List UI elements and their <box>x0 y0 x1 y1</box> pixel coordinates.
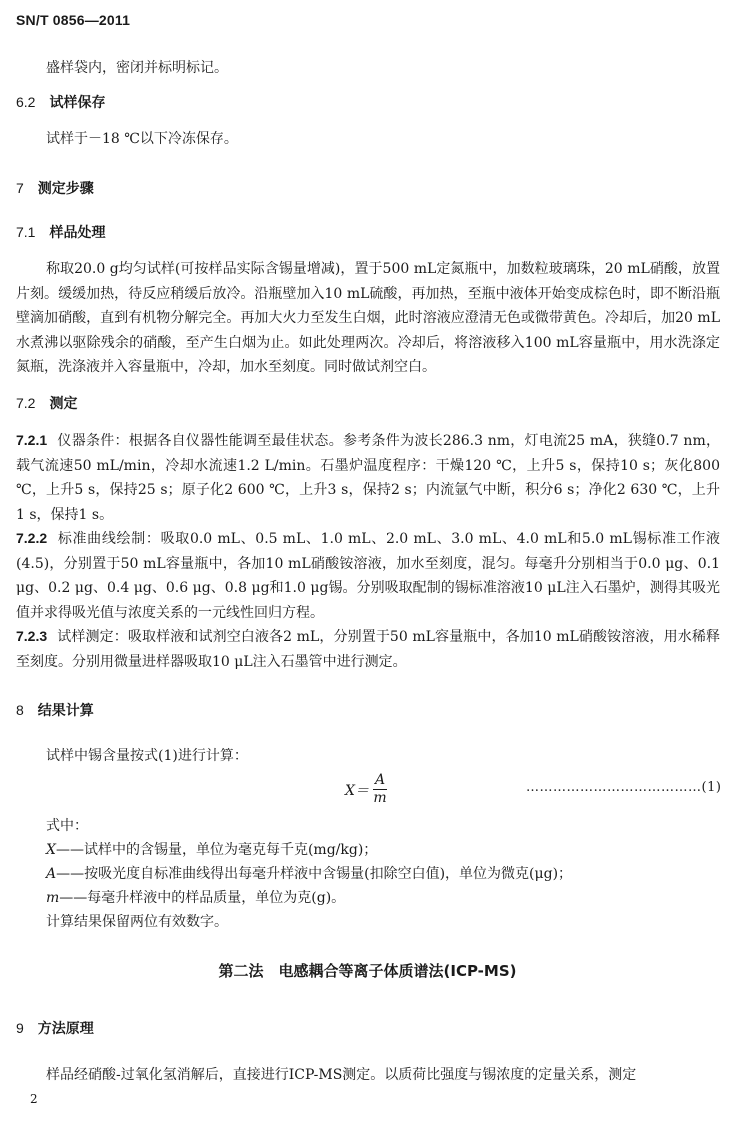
definition-m <box>46 886 345 911</box>
section-7-1-text: 称取20.0 g均匀试样(可按样品实际含锡量增减)，置于500 mL定氮瓶中，加数粒玻璃珠，20 mL硝酸，放置片刻。缓缓加热，待反应稍缓后放冷。沿瓶壁加入10 mL硫酸，再加热，至瓶中液体开始变成棕色时，即不断沿瓶壁滴加硝酸，直到有机物分解完全。再加大火力至发生白烟，此时溶液应澄清无色或微带黄色。冷却后，加20 mL水煮沸以驱除残余的硝酸，至产生白烟为止。如此处理两次。冷却后，将溶液移入100 mL容量瓶中，用水洗涤定氮瓶，洗涤液并入容量瓶中，冷却，加水至刻度。同时做试剂空白。 <box>16 261 720 375</box>
section-8-heading <box>16 700 94 720</box>
definition-a <box>46 862 572 887</box>
section-number: 9 <box>16 1020 24 1036</box>
subsection-number: 7.2.1 <box>16 432 48 448</box>
symbol: m <box>46 890 60 906</box>
section-7-2-1 <box>16 428 720 527</box>
formula-fraction <box>373 772 387 807</box>
formula-1 <box>345 772 387 807</box>
section-number: 7 <box>16 180 24 196</box>
section-9-text: 样品经硝酸-过氧化氢消解后，直接进行ICP-MS测定。以质荷比强度与锡浓度的定量关系，测定 <box>46 1067 637 1083</box>
section-number: 7.2 <box>16 395 36 411</box>
where-label: 式中： <box>46 818 88 834</box>
formula-lhs: X＝ <box>345 782 369 799</box>
section-7-heading <box>16 178 94 198</box>
subsection-text: 试样测定：吸取样液和试剂空白液各2 mL，分别置于50 mL容量瓶中，各加10 mL硝酸铵溶液，用水稀释至刻度。分别用微量进样器吸取10 μL注入石墨管中进行测定。 <box>16 629 720 670</box>
subsection-text: 标准曲线绘制：吸取0.0 mL、0.5 mL、1.0 mL、2.0 mL、3.0 mL、4.0 mL和5.0 mL锡标准工作液(4.5)，分别置于50 mL容量瓶中，各加10 mL硝酸铵溶液，加水至刻度，混匀。每毫升分别相当于0.0 μg、0.1 μg、0.2 μg、0.4 μg、0.6 μg、0.8 μg和1.0 μg锡。分别吸取配制的锡标准溶液10 μL注入石墨炉，测得其吸光值并求得吸光值与浓度关系的一元线性回归方程。 <box>16 531 720 621</box>
subsection-number: 7.2.3 <box>16 628 48 644</box>
formula-numerator: A <box>374 772 386 788</box>
section-title: 样品处理 <box>49 225 106 241</box>
symbol: A <box>46 866 57 882</box>
section-title: 测定 <box>49 396 78 412</box>
section-7-2-heading <box>16 393 77 413</box>
continuation-text: 盛样袋内，密闭并标明标记。 <box>46 60 228 76</box>
definition-x <box>46 838 377 863</box>
subsection-number: 7.2.2 <box>16 530 48 546</box>
section-number: 7.1 <box>16 224 36 240</box>
definition-text: ——按吸光度自标准曲线得出每毫升样液中含锡量(扣除空白值)，单位为微克(μg)； <box>56 866 573 882</box>
section-number: 8 <box>16 702 24 718</box>
method-2-title: 第二法 电感耦合等离子体质谱法(ICP-MS) <box>218 962 517 980</box>
definition-text: ——每毫升样液中的样品质量，单位为克(g)。 <box>59 890 346 906</box>
section-title: 试样保存 <box>49 95 106 111</box>
subsection-text: 仪器条件：根据各自仪器性能调至最佳状态。参考条件为波长286.3 nm，灯电流25 mA，狭缝0.7 nm，载气流速50 mL/min，冷却水流速1.2 L/min。石墨炉温度程序：干燥120 ℃，上升5 s，保持10 s；灰化800 ℃，上升5 s，保持25 s；原子化2 600 ℃，上升3 s，保持2 s；内流氩气中断，积分6 s；净化2 630 ℃，上升1 s，保持1 s。 <box>16 433 720 523</box>
calc-intro: 试样中锡含量按式(1)进行计算： <box>46 748 248 764</box>
formula-denominator: m <box>373 790 387 806</box>
section-6-2-text: 试样于－18 ℃以下冷冻保存。 <box>46 131 238 147</box>
section-title: 结果计算 <box>37 703 94 719</box>
section-title: 测定步骤 <box>37 181 94 197</box>
calc-note: 计算结果保留两位有效数字。 <box>46 914 228 930</box>
page-number: 2 <box>30 1092 38 1106</box>
equation-number: …………………………………(1) <box>526 780 722 795</box>
section-title: 方法原理 <box>37 1021 94 1037</box>
symbol: X <box>46 842 56 858</box>
standard-number-header: SN/T 0856—2011 <box>16 12 131 28</box>
definition-text: ——试样中的含锡量，单位为毫克每千克(mg/kg)； <box>55 842 378 858</box>
section-number: 6.2 <box>16 94 36 110</box>
section-7-2-2 <box>16 526 720 625</box>
section-7-2-3 <box>16 624 720 674</box>
section-6-2-heading <box>16 92 105 112</box>
section-9-heading <box>16 1018 94 1038</box>
section-7-1-heading <box>16 222 105 242</box>
